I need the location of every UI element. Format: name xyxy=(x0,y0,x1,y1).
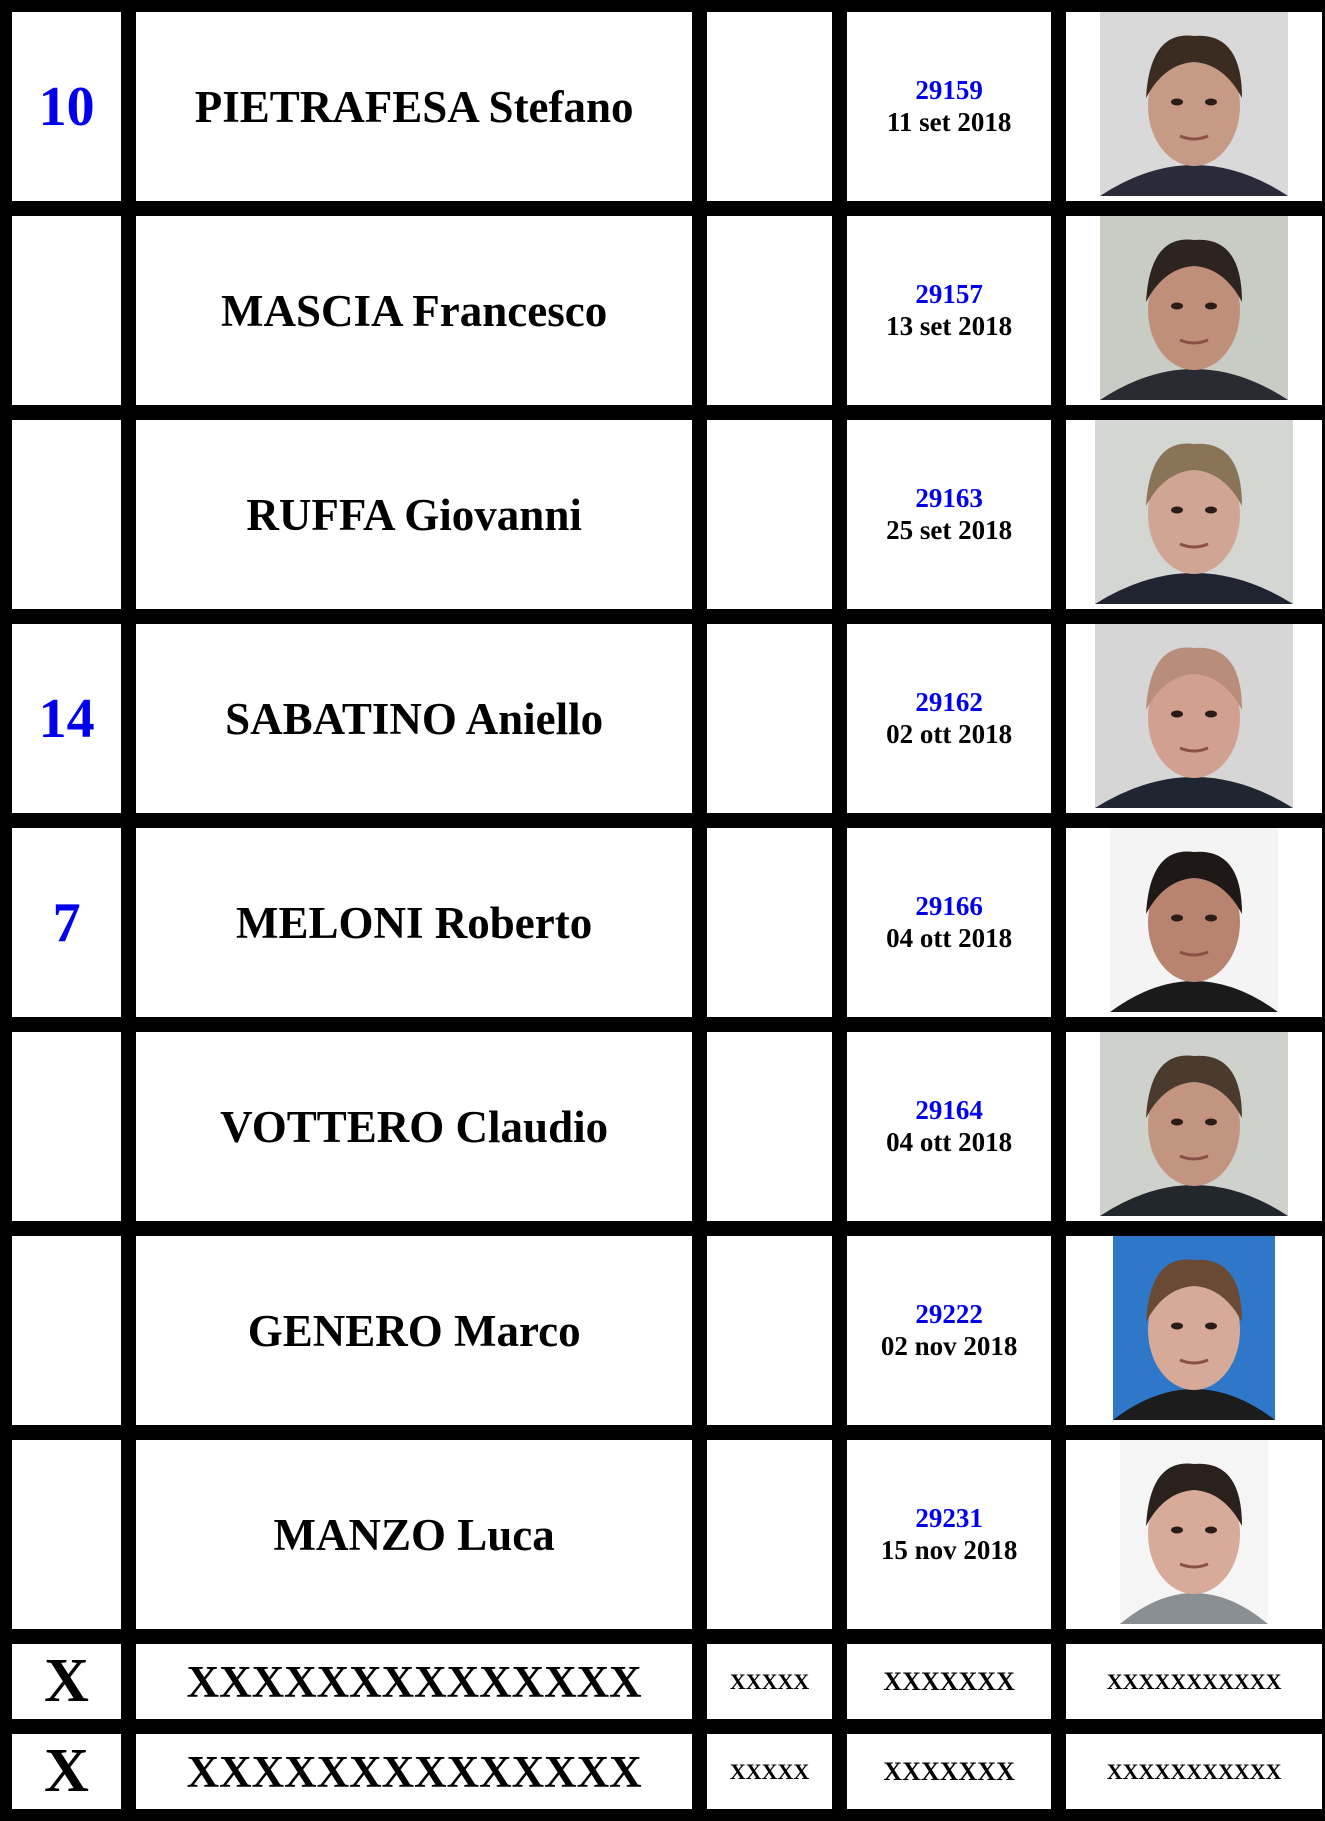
photo-cell xyxy=(1063,621,1325,816)
player-portrait-icon xyxy=(1110,828,1278,1012)
photo-cell xyxy=(1063,9,1325,204)
placeholder-col5: XXXXXXXXXXX xyxy=(1106,1668,1282,1694)
empty-cell xyxy=(704,1437,835,1632)
player-photo xyxy=(1095,420,1293,604)
empty-cell xyxy=(704,825,835,1020)
player-row xyxy=(9,417,1325,612)
placeholder-col3: XXXXX xyxy=(729,1758,810,1784)
placeholder-col3-cell xyxy=(704,1641,835,1722)
photo-cell xyxy=(1063,213,1325,408)
player-portrait-icon xyxy=(1100,12,1288,196)
placeholder-col4-cell xyxy=(844,1641,1054,1722)
registration-code-link[interactable]: 29231 xyxy=(915,1503,983,1534)
jersey-number-cell xyxy=(9,213,124,408)
player-name: MANZO Luca xyxy=(273,1509,555,1560)
placeholder-col5: XXXXXXXXXXX xyxy=(1106,1758,1282,1784)
placeholder-col3: XXXXX xyxy=(729,1668,810,1694)
empty-cell xyxy=(704,1029,835,1224)
player-name: MASCIA Francesco xyxy=(221,285,608,336)
player-name-cell xyxy=(133,1437,695,1632)
placeholder-col3-cell xyxy=(704,1731,835,1812)
jersey-number-cell xyxy=(9,1437,124,1632)
player-photo xyxy=(1095,624,1293,808)
player-photo xyxy=(1113,1236,1275,1420)
roster-body xyxy=(9,9,1325,1812)
registration-date: 25 set 2018 xyxy=(886,514,1013,545)
player-name-cell xyxy=(133,621,695,816)
placeholder-row xyxy=(9,1731,1325,1812)
placeholder-name-cell xyxy=(133,1731,695,1812)
registration-date: 02 ott 2018 xyxy=(886,718,1013,749)
placeholder-col4: XXXXXXX xyxy=(883,1756,1015,1786)
empty-cell xyxy=(704,417,835,612)
registration-cell xyxy=(844,417,1054,612)
jersey-number-cell xyxy=(9,1029,124,1224)
player-row xyxy=(9,825,1325,1020)
photo-cell xyxy=(1063,825,1325,1020)
registration-cell xyxy=(844,1233,1054,1428)
jersey-number: 14 xyxy=(38,687,95,750)
registration-cell xyxy=(844,9,1054,204)
player-name: PIETRAFESA Stefano xyxy=(194,81,634,132)
placeholder-x: X xyxy=(44,1647,89,1715)
registration-cell xyxy=(844,213,1054,408)
registration-date: 15 nov 2018 xyxy=(880,1534,1018,1565)
player-row xyxy=(9,9,1325,204)
photo-cell xyxy=(1063,417,1325,612)
player-portrait-icon xyxy=(1095,420,1293,604)
jersey-number: 10 xyxy=(38,75,95,138)
registration-code-link[interactable]: 29163 xyxy=(915,483,983,514)
player-name-cell xyxy=(133,1029,695,1224)
photo-cell xyxy=(1063,1437,1325,1632)
empty-cell xyxy=(704,9,835,204)
player-name-cell xyxy=(133,417,695,612)
player-row xyxy=(9,1437,1325,1632)
jersey-number: 7 xyxy=(52,891,81,954)
registration-code-link[interactable]: 29162 xyxy=(915,687,983,718)
player-row xyxy=(9,621,1325,816)
registration-code-link[interactable]: 29222 xyxy=(915,1299,983,1330)
player-name: RUFFA Giovanni xyxy=(246,489,582,540)
placeholder-col4-cell xyxy=(844,1731,1054,1812)
photo-cell xyxy=(1063,1233,1325,1428)
registration-cell xyxy=(844,1029,1054,1224)
placeholder-col5-cell xyxy=(1063,1731,1325,1812)
player-name-cell xyxy=(133,213,695,408)
player-name-cell xyxy=(133,1233,695,1428)
registration-date: 02 nov 2018 xyxy=(880,1330,1018,1361)
player-row xyxy=(9,213,1325,408)
jersey-number-cell xyxy=(9,825,124,1020)
jersey-number-cell xyxy=(9,621,124,816)
registration-code-link[interactable]: 29164 xyxy=(915,1095,983,1126)
player-photo xyxy=(1100,216,1288,400)
player-row xyxy=(9,1233,1325,1428)
placeholder-row xyxy=(9,1641,1325,1722)
placeholder-name: XXXXXXXXXXXXXX xyxy=(186,1746,642,1797)
empty-cell xyxy=(704,213,835,408)
player-portrait-icon xyxy=(1100,216,1288,400)
empty-cell xyxy=(704,1233,835,1428)
registration-cell xyxy=(844,825,1054,1020)
registration-code-link[interactable]: 29159 xyxy=(915,75,983,106)
registration-code-link[interactable]: 29157 xyxy=(915,279,983,310)
player-name: VOTTERO Claudio xyxy=(220,1101,609,1152)
registration-date: 11 set 2018 xyxy=(886,106,1012,137)
player-portrait-icon xyxy=(1100,1032,1288,1216)
placeholder-name: XXXXXXXXXXXXXX xyxy=(186,1656,642,1707)
player-portrait-icon xyxy=(1113,1236,1275,1420)
registration-date: 04 ott 2018 xyxy=(886,1126,1013,1157)
player-photo xyxy=(1110,828,1278,1012)
photo-cell xyxy=(1063,1029,1325,1224)
player-portrait-icon xyxy=(1120,1440,1268,1624)
registration-code-link[interactable]: 29166 xyxy=(915,891,983,922)
player-name: MELONI Roberto xyxy=(236,897,593,948)
player-photo xyxy=(1100,12,1288,196)
jersey-number-cell xyxy=(9,1233,124,1428)
player-row xyxy=(9,1029,1325,1224)
player-photo xyxy=(1120,1440,1268,1624)
player-portrait-icon xyxy=(1095,624,1293,808)
placeholder-x: X xyxy=(44,1737,89,1805)
jersey-number-cell xyxy=(9,417,124,612)
player-name-cell xyxy=(133,825,695,1020)
placeholder-col5-cell xyxy=(1063,1641,1325,1722)
player-name-cell xyxy=(133,9,695,204)
player-name: SABATINO Aniello xyxy=(225,693,604,744)
empty-cell xyxy=(704,621,835,816)
registration-date: 13 set 2018 xyxy=(886,310,1013,341)
placeholder-name-cell xyxy=(133,1641,695,1722)
player-photo xyxy=(1100,1032,1288,1216)
registration-date: 04 ott 2018 xyxy=(886,922,1013,953)
placeholder-col4: XXXXXXX xyxy=(883,1666,1015,1696)
registration-cell xyxy=(844,1437,1054,1632)
registration-cell xyxy=(844,621,1054,816)
player-name: GENERO Marco xyxy=(247,1305,581,1356)
placeholder-x-cell xyxy=(9,1641,124,1722)
placeholder-x-cell xyxy=(9,1731,124,1812)
jersey-number-cell xyxy=(9,9,124,204)
